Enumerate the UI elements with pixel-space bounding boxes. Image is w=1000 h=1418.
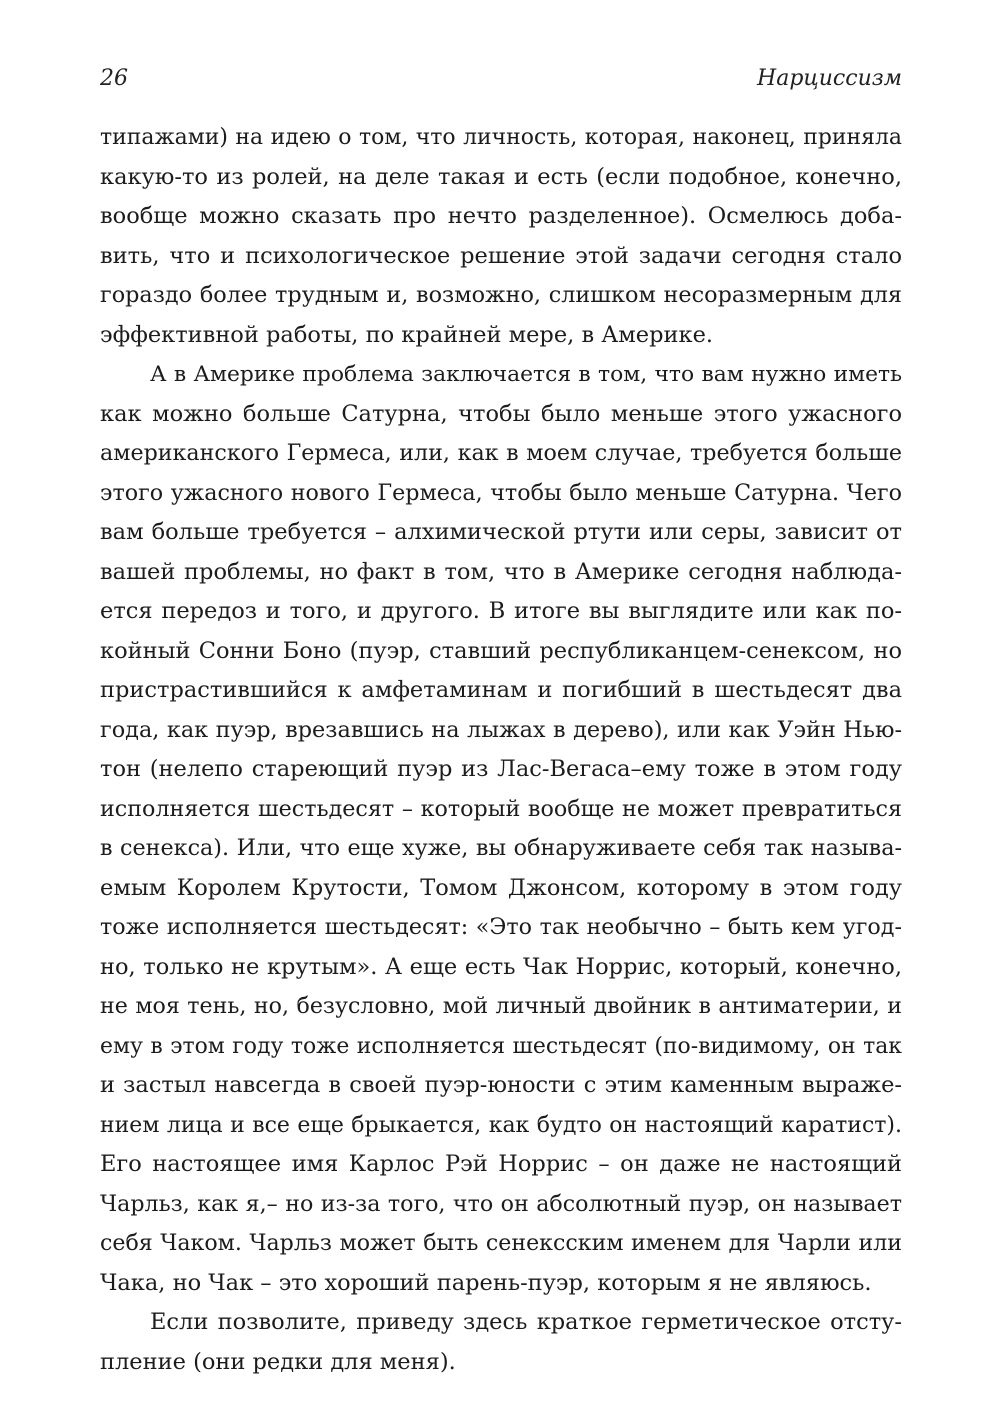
text-line: койный Сонни Боно (пуэр, ставший республиканцем-сенексом, но [100,637,902,664]
text-line: эффективной работы, по крайней мере, в Америке. [100,321,714,348]
paragraph-2 [100,355,902,1303]
text-line: гораздо более трудным и, возможно, слишком несоразмерным для [100,282,902,308]
text-line: типажами) на идею о том, что личность, которая, наконец, приняла [100,125,902,150]
text-line: не моя тень, но, безусловно, мой личный двойник в антиматерии, и [100,993,902,1019]
text-line: тоже исполняется шестьдесят: «Это так необычно – быть кем угод- [100,914,902,940]
text-line: нием лица и все еще брыкается, как будто он настоящий каратист). [100,1112,902,1138]
text-line: в сенекса). Или, что еще хуже, вы обнаруживаете себя так называ- [100,835,902,861]
text-line: вашей проблемы, но факт в том, что в Америке сегодня наблюда- [100,558,902,585]
text-line: Его настоящее имя Карлос Рэй Норрис – он даже не настоящий [100,1151,902,1177]
text-line: этого ужасного нового Гермеса, чтобы было меньше Сатурна. Чего [100,479,902,506]
text-line: А в Америке проблема заключается в том, что вам нужно иметь [150,362,902,387]
page-number: 26 [100,66,128,91]
text-line: исполняется шестьдесят – который вообще не может превратиться [100,795,902,822]
running-head [100,66,902,100]
text-line: американского Гермеса, или, как в моем случае, требуется больше [100,440,902,466]
text-line: ему в этом году тоже исполняется шестьдесят (по-видимому, он так [100,1033,902,1059]
text-line: года, как пуэр, врезавшись на лыжах в дерево), или как Уэйн Нью- [100,716,902,743]
text-line: но, только не крутым». А еще есть Чак Норрис, который, конечно, [100,953,902,980]
text-line: пление (они редки для меня). [100,1348,456,1375]
text-line: как можно больше Сатурна, чтобы было меньше этого ужасного [100,400,902,427]
text-line: Если позволите, приведу здесь краткое герметическое отсту- [150,1309,902,1335]
text-line: вообще можно сказать про нечто разделенное). Осмелюсь доба- [100,203,902,229]
text-line: вам больше требуется – алхимической ртути или серы, зависит от [100,519,902,545]
text-line: Чарльз, как я,– но из-за того, что он абсолютный пуэр, он называет [100,1190,902,1217]
text-line: Чака, но Чак – это хороший парень-пуэр, которым я не являюсь. [100,1269,872,1296]
chapter-title: Нарциссизм [757,66,902,91]
text-line: себя Чаком. Чарльз может быть сенекcским именем для Чарли или [100,1230,902,1256]
text-line: и застыл навсегда в своей пуэр-юности с этим каменным выраже- [100,1072,902,1098]
text-line: ется передоз и того, и другого. В итоге вы выглядите или как по- [100,598,902,624]
paragraph-1 [100,118,902,355]
text-line: пристрастившийся к амфетаминам и погибший в шестьдесят два [100,677,902,703]
paragraph-3 [100,1303,902,1382]
body-text [100,118,902,1382]
text-line: тон (нелепо стареющий пуэр из Лас-Вегаса–ему тоже в этом году [100,756,902,782]
text-line: вить, что и психологическое решение этой задачи сегодня стало [100,242,902,269]
text-line: какую-то из ролей, на деле такая и есть (если подобное, конечно, [100,163,902,190]
text-line: емым Королем Крутости, Томом Джонсом, которому в этом году [100,874,902,901]
